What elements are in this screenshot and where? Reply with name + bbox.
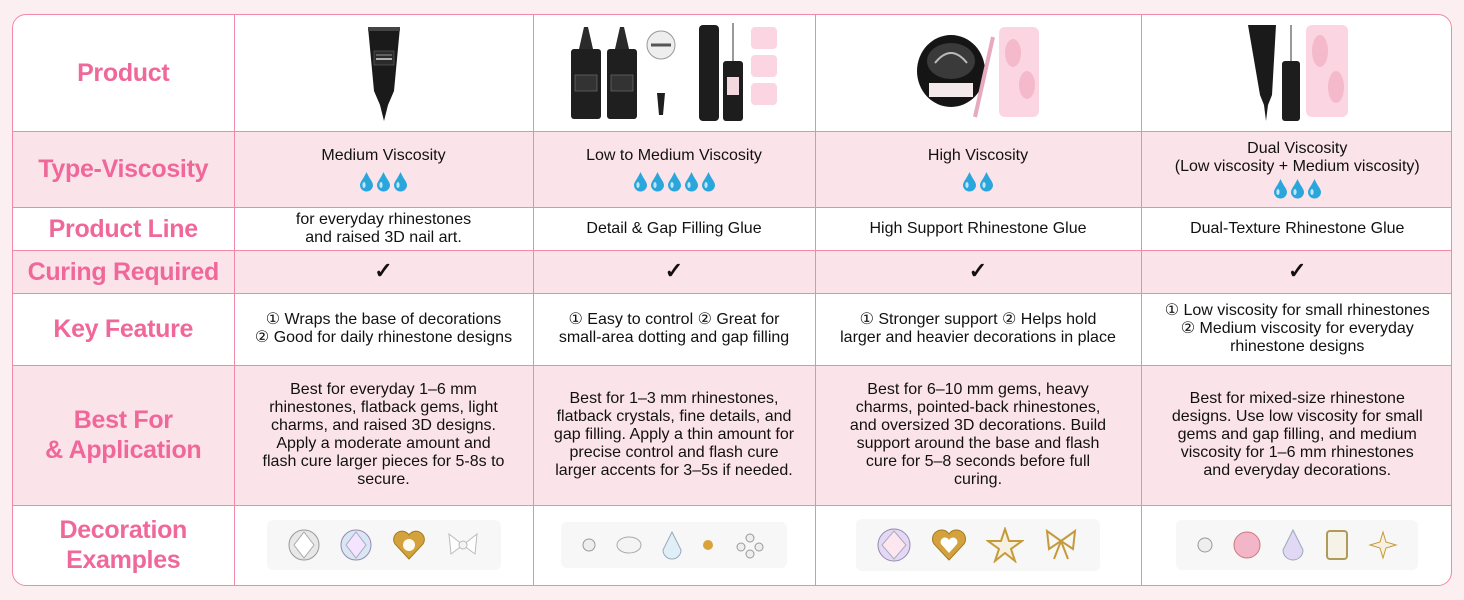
crystal-icon (339, 528, 373, 562)
best-for-text: Best for mixed-size rhinestone (1189, 390, 1405, 407)
product-line-cell-1 (234, 207, 533, 250)
viscosity-drops (538, 171, 811, 192)
key-feature-cell-2 (533, 293, 815, 365)
decoration-cell-1 (234, 505, 533, 585)
product-image-3 (815, 15, 1141, 131)
water-drop-icon (1307, 178, 1322, 199)
row-label-line: & Application (45, 436, 202, 464)
decoration-examples (561, 522, 787, 568)
key-feature-text: ① Low viscosity for small rhinestones (1164, 302, 1430, 319)
viscosity-drops (239, 171, 529, 192)
comparison-table (13, 15, 1452, 585)
row-best-for (13, 365, 1452, 505)
decoration-examples (267, 520, 501, 570)
check-icon: ✓ (968, 258, 988, 283)
water-drop-icon (979, 171, 994, 192)
best-for-text: cure for 5–8 seconds before full (865, 453, 1091, 470)
viscosity-text: Dual Viscosity (1247, 139, 1348, 157)
best-for-text: charms, and raised 3D designs. (271, 417, 496, 434)
row-product (13, 15, 1452, 131)
curing-cell-2 (533, 250, 815, 293)
water-drop-icon (701, 171, 716, 192)
key-feature-cell-3 (815, 293, 1141, 365)
product-image-1 (234, 15, 533, 131)
best-for-cell-4 (1141, 365, 1452, 505)
product-line-cell-4 (1141, 207, 1452, 250)
bow-charm-icon (1042, 527, 1080, 563)
viscosity-drops (1146, 178, 1450, 199)
best-for-text: rhinestones, flatback gems, light (269, 399, 498, 416)
crystal-icon (701, 538, 715, 552)
best-for-text: viscosity for 1–6 mm rhinestones (1180, 444, 1414, 461)
row-label-line: Examples (66, 546, 181, 575)
crystal-icon (581, 537, 597, 553)
best-for-text: flash cure larger pieces for 5-8s to (262, 453, 505, 470)
curing-cell-3 (815, 250, 1141, 293)
viscosity-drops (820, 171, 1137, 192)
water-drop-icon (962, 171, 977, 192)
row-label-key-feature: Key Feature (13, 293, 234, 365)
best-for-text: gems and gap filling, and medium (1177, 426, 1417, 443)
best-for-text: Best for everyday 1–6 mm (290, 381, 477, 398)
viscosity-text: Low to Medium Viscosity (586, 146, 762, 164)
rhinestone-glue-dual-icon (1242, 21, 1352, 125)
row-viscosity (13, 131, 1452, 207)
row-label-product-line: Product Line (13, 207, 234, 250)
best-for-text: Best for 6–10 mm gems, heavy (867, 381, 1089, 398)
crystal-icon (733, 530, 767, 560)
best-for-text: Best for 1–3 mm rhinestones, (569, 390, 779, 407)
crystal-icon (1232, 530, 1262, 560)
check-icon: ✓ (374, 258, 393, 283)
curing-cell-1 (234, 250, 533, 293)
viscosity-cell-1 (234, 131, 533, 207)
decoration-examples (856, 519, 1100, 571)
rhinestone-glue-bottle-icon (565, 23, 685, 123)
star-charm-icon (986, 527, 1024, 563)
best-for-text: flatback crystals, fine details, and (556, 408, 792, 425)
water-drop-icon (1290, 178, 1305, 199)
product-image-2 (533, 15, 815, 131)
row-label-viscosity: Type-Viscosity (13, 131, 234, 207)
heart-charm-icon (930, 527, 968, 563)
water-drop-icon (376, 171, 391, 192)
best-for-text: Apply a moderate amount and (276, 435, 491, 452)
best-for-text: and everyday decorations. (1203, 462, 1392, 479)
heart-charm-icon (391, 528, 427, 562)
key-feature-text: ① Wraps the base of decorations (265, 311, 502, 328)
row-label-product: Product (13, 15, 234, 131)
viscosity-text: High Viscosity (927, 146, 1029, 164)
key-feature-text: ① Easy to control ② Great for (568, 311, 780, 328)
decoration-examples (1176, 520, 1418, 570)
best-for-text: larger accents for 3–5s if needed. (555, 462, 793, 479)
check-icon: ✓ (1288, 258, 1307, 283)
row-label-decoration (13, 505, 234, 585)
star-charm-icon (1368, 530, 1398, 560)
key-feature-text: larger and heavier decorations in place (840, 329, 1116, 346)
row-label-curing: Curing Required (13, 250, 234, 293)
water-drop-icon (1273, 178, 1288, 199)
row-label-line: Decoration (59, 516, 188, 545)
product-line-text: High Support Rhinestone Glue (869, 219, 1087, 237)
row-curing (13, 250, 1452, 293)
crystal-icon (1280, 528, 1306, 562)
key-feature-text: rhinestone designs (1230, 338, 1365, 355)
best-for-cell-2 (533, 365, 815, 505)
viscosity-cell-4 (1141, 131, 1452, 207)
rhinestone-glue-gel-jar-icon (913, 23, 1043, 123)
water-drop-icon (359, 171, 374, 192)
product-line-text: Detail & Gap Filling Glue (586, 219, 762, 237)
key-feature-text: ① Stronger support ② Helps hold (859, 311, 1097, 328)
crystal-icon (1324, 528, 1350, 562)
water-drop-icon (684, 171, 699, 192)
decoration-cell-2 (533, 505, 815, 585)
row-decoration (13, 505, 1452, 585)
water-drop-icon (650, 171, 665, 192)
bow-charm-icon (445, 528, 481, 562)
water-drop-icon (393, 171, 408, 192)
crystal-icon (615, 535, 643, 555)
best-for-text: secure. (357, 471, 410, 488)
best-for-cell-3 (815, 365, 1141, 505)
curing-cell-4 (1141, 250, 1452, 293)
key-feature-text: ② Medium viscosity for everyday (1180, 320, 1414, 337)
product-line-cell-3 (815, 207, 1141, 250)
row-label-line: Best For (73, 406, 173, 434)
product-line-text: and raised 3D nail art. (305, 228, 462, 246)
comparison-table-frame (12, 14, 1452, 586)
best-for-text: support around the base and flash (856, 435, 1100, 452)
crystal-icon (1196, 536, 1214, 554)
best-for-text: and oversized 3D decorations. Build (849, 417, 1107, 434)
key-feature-cell-1 (234, 293, 533, 365)
product-line-cell-2 (533, 207, 815, 250)
best-for-text: gap filling. Apply a thin amount for (553, 426, 795, 443)
viscosity-cell-3 (815, 131, 1141, 207)
row-label-best-for (13, 365, 234, 505)
best-for-text: curing. (953, 471, 1003, 488)
product-image-4 (1141, 15, 1452, 131)
best-for-text: designs. Use low viscosity for small (1171, 408, 1423, 425)
key-feature-text: ② Good for daily rhinestone designs (254, 329, 513, 346)
viscosity-text-sub: (Low viscosity + Medium viscosity) (1174, 157, 1420, 175)
crystal-icon (287, 528, 321, 562)
decoration-cell-3 (815, 505, 1141, 585)
decoration-cell-4 (1141, 505, 1452, 585)
water-drop-icon (633, 171, 648, 192)
best-for-text: charms, pointed-back rhinestones, (855, 399, 1101, 416)
row-key-feature (13, 293, 1452, 365)
water-drop-icon (667, 171, 682, 192)
rhinestone-glue-pen-icon (693, 21, 783, 125)
check-icon: ✓ (664, 258, 684, 283)
crystal-icon (661, 530, 683, 560)
best-for-cell-1 (234, 365, 533, 505)
row-product-line (13, 207, 1452, 250)
crystal-icon (876, 527, 912, 563)
key-feature-cell-4 (1141, 293, 1452, 365)
best-for-text: precise control and flash cure (569, 444, 779, 461)
product-line-text: Dual-Texture Rhinestone Glue (1190, 219, 1405, 237)
product-line-text: for everyday rhinestones (295, 210, 472, 228)
viscosity-cell-2 (533, 131, 815, 207)
rhinestone-glue-tube-icon (354, 21, 414, 125)
viscosity-text: Medium Viscosity (321, 146, 446, 164)
key-feature-text: small-area dotting and gap filling (558, 329, 790, 346)
